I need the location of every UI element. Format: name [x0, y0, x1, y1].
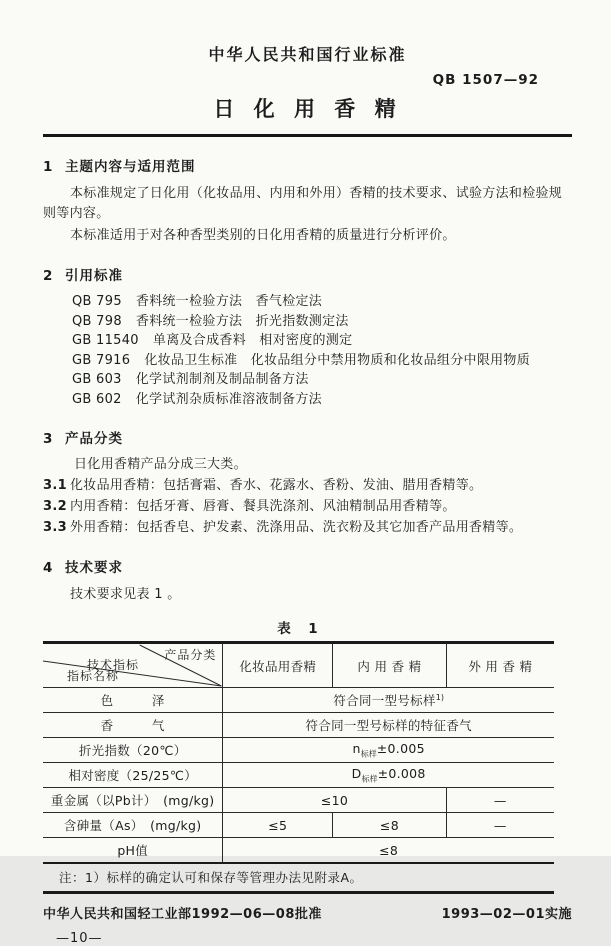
- section-3-number: 3: [43, 431, 54, 447]
- ref-text: 化妆品卫生标准 化妆品组分中禁用物质和化妆品组分中限用物质: [144, 352, 531, 368]
- ref-text: 化学试剂杂质标准溶液制备方法: [135, 391, 322, 407]
- cell-density-value: [223, 763, 554, 788]
- ref-code: QB 795: [72, 294, 122, 309]
- table-caption: 表 1: [277, 621, 320, 637]
- cell-heavy-metal-ext: —: [446, 788, 554, 813]
- clause-text: 外用香精：包括香皂、护发素、洗涤用品、洗衣粉及其它加香产品用香精等。: [70, 520, 523, 535]
- clause-number: 3.1: [43, 478, 67, 493]
- section-2-title: 引用标准: [65, 268, 123, 284]
- table-row: [43, 713, 554, 738]
- section-4-intro: 技术要求见表 1 。: [70, 587, 181, 602]
- section-4-heading: [43, 556, 572, 576]
- cell-heavy-metal-cos-int: ≤10: [223, 788, 446, 813]
- page-number: —10—: [56, 931, 103, 946]
- section-1-title: 主题内容与适用范围: [65, 159, 196, 175]
- symbol-subscript: 标样: [360, 749, 377, 759]
- list-item: [43, 370, 572, 390]
- section-3-title: 产品分类: [65, 431, 123, 447]
- section-1-number: 1: [43, 159, 54, 175]
- section-1-heading: [43, 155, 572, 175]
- ref-text: 化学试剂制剂及制品制备方法: [135, 372, 309, 387]
- approval-text: 中华人民共和国轻工业部1992—06—08批准: [43, 907, 322, 922]
- technical-requirements-table: [43, 641, 554, 894]
- clause-text: 内用香精：包括牙膏、唇膏、餐具洗涤剂、风油精制品用香精等。: [70, 499, 456, 514]
- cell-text: 符合同一型号标样: [333, 693, 436, 708]
- ref-text: 香料统一检验方法 香气检定法: [135, 294, 323, 309]
- column-header-internal: 内 用 香 精: [333, 643, 446, 688]
- ref-code: QB 798: [72, 313, 122, 329]
- cell-arsenic-int: ≤8: [333, 813, 446, 838]
- tolerance: ±0.008: [377, 765, 426, 781]
- table-row: [43, 838, 554, 864]
- table-row: [43, 688, 554, 713]
- document-title: 日 化 用 香 精: [213, 97, 402, 121]
- clause-number: 3.3: [43, 520, 67, 535]
- ref-text: 香料统一检验方法 折光指数测定法: [135, 313, 349, 329]
- table-row: [43, 738, 554, 763]
- cell-arsenic-ext: —: [446, 813, 554, 838]
- cell-arsenic-cos: ≤5: [223, 813, 333, 838]
- ref-code: GB 603: [72, 372, 122, 387]
- section-4-number: 4: [43, 560, 54, 576]
- cell-color-value: [223, 688, 554, 713]
- corner-label-tech-index: 技术指标: [87, 658, 140, 672]
- symbol: D: [351, 765, 362, 781]
- row-label-refractive-index: 折光指数（20℃）: [43, 738, 223, 763]
- section-3-heading: [43, 427, 572, 447]
- clause-text: 化妆品用香精：包括膏霜、香水、花露水、香粉、发油、腊用香精等。: [70, 478, 483, 493]
- table-row: [43, 763, 554, 788]
- column-header-cosmetic: 化妆品用香精: [223, 643, 333, 688]
- clause-number: 3.2: [43, 499, 67, 514]
- list-item: [43, 475, 572, 496]
- cell-refractive-value: [223, 738, 554, 763]
- list-item: [43, 517, 572, 538]
- section-4-title: 技术要求: [65, 560, 123, 576]
- ref-code: GB 11540: [72, 333, 139, 348]
- section-2-number: 2: [43, 268, 54, 284]
- ref-text: 单离及合成香料 相对密度的测定: [152, 333, 353, 348]
- section-3-intro: 日化用香精产品分成三大类。: [74, 457, 247, 472]
- referenced-standards-list: [43, 292, 572, 409]
- symbol-subscript: 标样: [361, 774, 378, 784]
- cell-odor-value: 符合同一型号标样的特征香气: [223, 713, 554, 738]
- corner-label-product-class: 产品分类: [164, 648, 217, 662]
- row-label-odor: 香 气: [43, 713, 223, 738]
- list-item: [43, 331, 572, 351]
- approval-footer: [43, 903, 572, 922]
- symbol: n: [352, 740, 361, 756]
- list-item: [43, 292, 572, 312]
- list-item: [43, 496, 572, 517]
- list-item: [43, 312, 572, 332]
- diagonal-header-cell: [43, 643, 223, 688]
- table-header-row: [43, 643, 554, 688]
- ref-code: GB 602: [72, 391, 122, 407]
- section-2-heading: [43, 264, 572, 284]
- standard-number: QB 1507—92: [432, 72, 539, 88]
- row-label-relative-density: 相对密度（25/25℃）: [43, 763, 223, 788]
- implementation-date: 1993—02—01实施: [441, 907, 572, 922]
- table-row: [43, 813, 554, 838]
- header-rule: [43, 134, 572, 137]
- standard-category-label: 中华人民共和国行业标准: [208, 45, 407, 64]
- tolerance: ±0.005: [376, 740, 425, 756]
- row-label-arsenic: 含砷量（As） (mg/kg): [43, 813, 223, 838]
- table-note-row: [43, 863, 554, 893]
- list-item: [43, 390, 572, 410]
- corner-label-index-name: 指标名称: [67, 669, 120, 683]
- table-note: 注：1）标样的确定认可和保存等管理办法见附录A。: [43, 863, 554, 893]
- cell-ph-value: ≤8: [223, 838, 554, 864]
- list-item: [43, 351, 572, 371]
- column-header-external: 外 用 香 精: [446, 643, 554, 688]
- section-1-paragraph-1: 本标准规定了日化用（化妆品用、内用和外用）香精的技术要求、试验方法和检验规则等内容。: [43, 186, 563, 221]
- row-label-ph: pH值: [43, 838, 223, 864]
- row-label-heavy-metal: 重金属（以Pb计） (mg/kg): [43, 788, 223, 813]
- section-1-paragraph-2: 本标准适用于对各种香型类别的日化用香精的质量进行分析评价。: [70, 228, 456, 243]
- ref-code: GB 7916: [72, 352, 131, 368]
- table-row: [43, 788, 554, 813]
- row-label-color: 色 泽: [43, 688, 223, 713]
- footnote-marker: 1): [435, 692, 444, 702]
